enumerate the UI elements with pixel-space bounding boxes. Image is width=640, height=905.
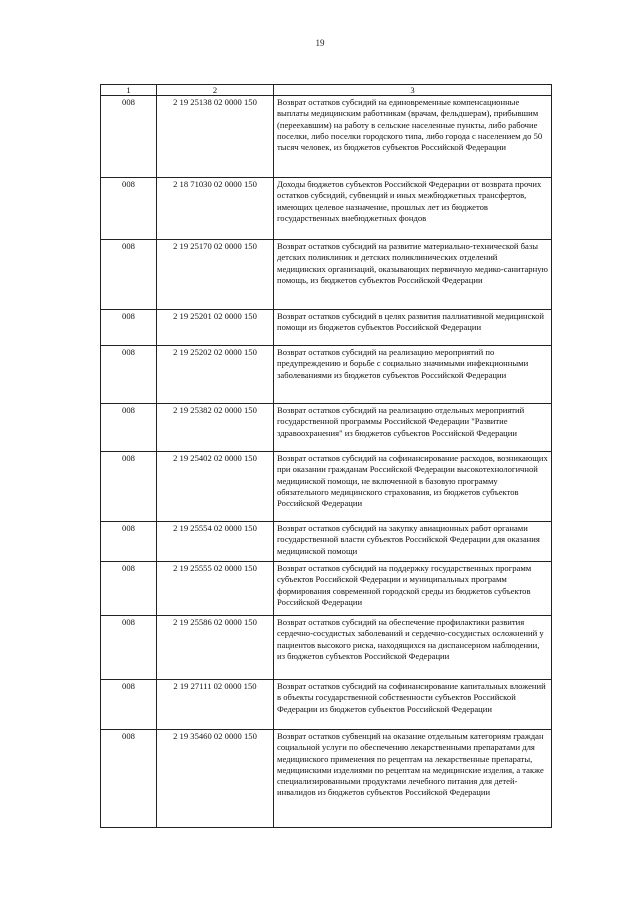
table-row: [101, 522, 552, 562]
table-row: [101, 240, 552, 310]
admin-code-cell: 008: [101, 346, 157, 404]
admin-code-cell: 008: [101, 178, 157, 240]
table-row: [101, 346, 552, 404]
table-header: [101, 85, 552, 96]
budget-code-cell: 2 19 25202 02 0000 150: [157, 346, 274, 404]
table-row: [101, 680, 552, 730]
admin-code-cell: 008: [101, 452, 157, 522]
table-row: [101, 562, 552, 616]
admin-code-cell: 008: [101, 310, 157, 346]
budget-code-cell: 2 19 25201 02 0000 150: [157, 310, 274, 346]
admin-code-cell: 008: [101, 96, 157, 178]
description-cell: Возврат остатков субвенций на оказание отдельным категориям граждан социальной услуги по обеспечению лекарственными препаратами для медицинского применения по рецептам на лекарственные препараты, медицинскими изделиями по рецептам на медицинские изделия, а также специализированными продуктами лечебного питания для детей-инвалидов из бюджетов субъектов Российской Федерации: [274, 730, 552, 828]
table-body: [101, 96, 552, 828]
table-row: [101, 404, 552, 452]
budget-code-cell: 2 18 71030 02 0000 150: [157, 178, 274, 240]
budget-code-cell: 2 19 27111 02 0000 150: [157, 680, 274, 730]
budget-code-table: [100, 84, 552, 828]
description-cell: Возврат остатков субсидий на софинансирование капитальных вложений в объекты государственной собственности субъектов Российской Федерации из бюджетов субъектов Российской Федерации: [274, 680, 552, 730]
table-row: [101, 178, 552, 240]
header-col-1: 1: [101, 85, 157, 96]
admin-code-cell: 008: [101, 680, 157, 730]
description-cell: Возврат остатков субсидий в целях развития паллиативной медицинской помощи из бюджетов субъектов Российской Федерации: [274, 310, 552, 346]
budget-code-cell: 2 19 25402 02 0000 150: [157, 452, 274, 522]
budget-code-cell: 2 19 35460 02 0000 150: [157, 730, 274, 828]
page-number: 19: [315, 38, 325, 48]
table-row: [101, 310, 552, 346]
description-cell: Возврат остатков субсидий на развитие материально-технической базы детских поликлиник и детских поликлинических отделений медицинских организаций, оказывающих первичную медико-санитарную помощь, из бюджетов субъектов Российской Федерации: [274, 240, 552, 310]
description-cell: Возврат остатков субсидий на реализацию мероприятий по предупреждению и борьбе с социально значимыми инфекционными заболеваниями из бюджетов субъектов Российской Федерации: [274, 346, 552, 404]
description-cell: Возврат остатков субсидий на софинансирование расходов, возникающих при оказании гражданам Российской Федерации высокотехнологичной медицинской помощи, не включенной в базовую программу обязательного медицинского страхования, из бюджетов субъектов Российской Федерации: [274, 452, 552, 522]
table-row: [101, 96, 552, 178]
description-cell: Возврат остатков субсидий на поддержку государственных программ субъектов Российской Федерации и муниципальных программ формирования современной городской среды из бюджетов субъектов Российской Федерации: [274, 562, 552, 616]
description-cell: Возврат остатков субсидий на единовременные компенсационные выплаты медицинским работникам (врачам, фельдшерам), прибывшим (переехавшим) на работу в сельские населенные пункты, либо рабочие поселки, либо поселки городского типа, либо города с населением до 50 тысяч человек, из бюджетов субъектов Российской Федерации: [274, 96, 552, 178]
budget-code-cell: 2 19 25382 02 0000 150: [157, 404, 274, 452]
description-cell: Возврат остатков субсидий на реализацию отдельных мероприятий государственной программы Российской Федерации "Развитие здравоохранения" из бюджетов субъектов Российской Федерации: [274, 404, 552, 452]
description-cell: Возврат остатков субсидий на обеспечение профилактики развития сердечно-сосудистых заболеваний и сердечно-сосудистых осложнений у пациентов высокого риска, находящихся на диспансерном наблюдении, из бюджетов субъектов Российской Федерации: [274, 616, 552, 680]
table-row: [101, 616, 552, 680]
admin-code-cell: 008: [101, 522, 157, 562]
admin-code-cell: 008: [101, 240, 157, 310]
admin-code-cell: 008: [101, 562, 157, 616]
header-row: [101, 85, 552, 96]
description-cell: Доходы бюджетов субъектов Российской Федерации от возврата прочих остатков субсидий, субвенций и иных межбюджетных трансфертов, имеющих целевое назначение, прошлых лет из бюджетов государственных внебюджетных фондов: [274, 178, 552, 240]
table-row: [101, 730, 552, 828]
budget-code-cell: 2 19 25586 02 0000 150: [157, 616, 274, 680]
description-cell: Возврат остатков субсидий на закупку авиационных работ органами государственной власти субъектов Российской Федерации для оказания медицинской помощи: [274, 522, 552, 562]
table-row: [101, 452, 552, 522]
admin-code-cell: 008: [101, 730, 157, 828]
header-col-3: 3: [274, 85, 552, 96]
budget-code-cell: 2 19 25170 02 0000 150: [157, 240, 274, 310]
budget-code-cell: 2 19 25138 02 0000 150: [157, 96, 274, 178]
budget-code-cell: 2 19 25555 02 0000 150: [157, 562, 274, 616]
admin-code-cell: 008: [101, 616, 157, 680]
admin-code-cell: 008: [101, 404, 157, 452]
budget-code-cell: 2 19 25554 02 0000 150: [157, 522, 274, 562]
header-col-2: 2: [157, 85, 274, 96]
